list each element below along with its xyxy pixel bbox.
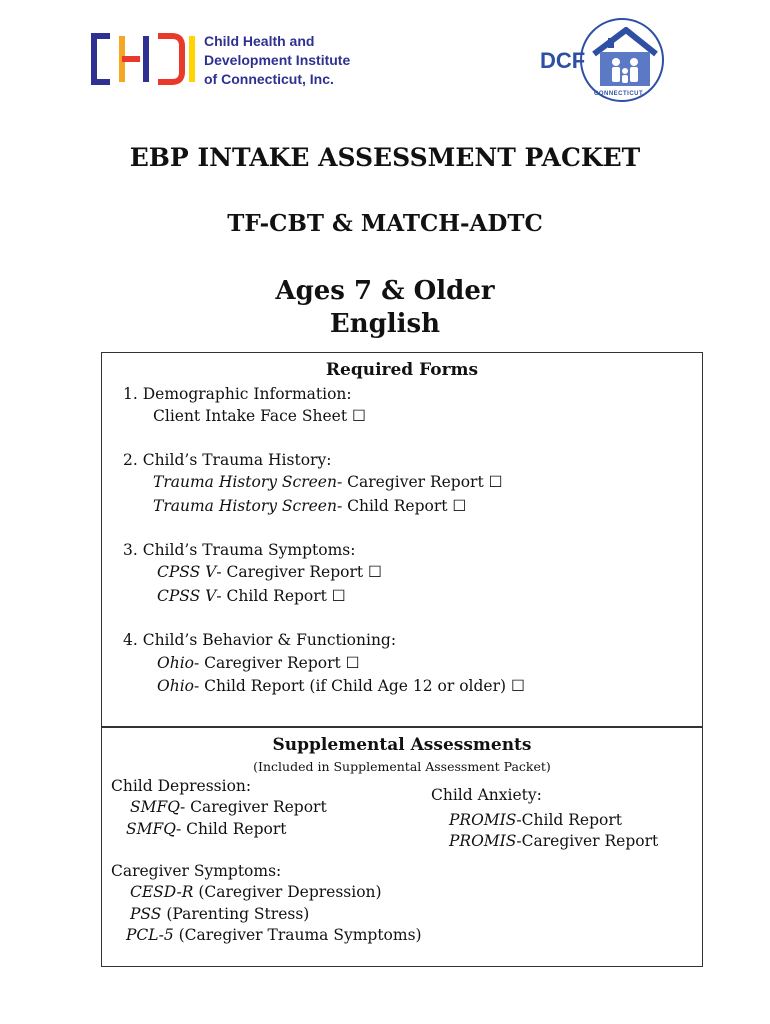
form-pss: PSS (Parenting Stress) (130, 905, 310, 923)
child-depression-label: Child Depression: (111, 777, 252, 795)
chdi-logo (88, 28, 351, 92)
form-cpss-caregiver[interactable]: CPSS V- Caregiver Report ☐ (157, 563, 382, 581)
form-promis-child: PROMIS-Child Report (449, 811, 623, 829)
form-pcl-5: PCL-5 (Caregiver Trauma Symptoms) (126, 926, 422, 944)
required-forms-box (101, 352, 703, 728)
section-demographic-label: 1. Demographic Information: (123, 385, 352, 403)
form-trauma-history-caregiver[interactable]: Trauma History Screen- Caregiver Report ☐ (153, 473, 503, 491)
required-forms-heading: Required Forms (325, 360, 479, 380)
section-trauma-history-label: 2. Child’s Trauma History: (123, 451, 332, 469)
form-ohio-child[interactable]: Ohio- Child Report (if Child Age 12 or older) ☐ (157, 677, 525, 695)
chdi-name-line-3: of Connecticut, Inc. (204, 71, 334, 87)
language-title: English (329, 309, 441, 339)
chdi-logo-mark (88, 32, 198, 86)
form-smfq-caregiver: SMFQ- Caregiver Report (130, 798, 327, 816)
form-promis-caregiver: PROMIS-Caregiver Report (449, 832, 659, 850)
dcf-logo (536, 14, 666, 104)
supplemental-assessments-box (101, 726, 703, 967)
supplemental-heading: Supplemental Assessments (272, 735, 532, 755)
program-title: TF-CBT & MATCH-ADTC (227, 210, 543, 237)
form-trauma-history-child[interactable]: Trauma History Screen- Child Report ☐ (153, 497, 467, 515)
age-title: Ages 7 & Older (275, 276, 495, 306)
form-cesd-r: CESD-R (Caregiver Depression) (130, 883, 382, 901)
form-client-intake-face-sheet[interactable]: Client Intake Face Sheet ☐ (153, 407, 366, 425)
form-cpss-child[interactable]: CPSS V- Child Report ☐ (157, 587, 346, 605)
section-trauma-symptoms-label: 3. Child’s Trauma Symptoms: (123, 541, 356, 559)
section-behavior-label: 4. Child’s Behavior & Functioning: (123, 631, 397, 649)
child-anxiety-label: Child Anxiety: (431, 786, 542, 804)
caregiver-symptoms-label: Caregiver Symptoms: (111, 862, 282, 880)
chdi-name-line-2: Development Institute (204, 52, 351, 68)
form-smfq-child: SMFQ- Child Report (126, 820, 287, 838)
supplemental-subheading: (Included in Supplemental Assessment Packet) (253, 759, 551, 774)
packet-title: EBP INTAKE ASSESSMENT PACKET (129, 143, 641, 172)
chdi-name-line-1: Child Health and (204, 33, 315, 49)
dcf-state: CONNECTICUT (594, 91, 644, 97)
dcf-letters: DCF (540, 48, 586, 73)
form-ohio-caregiver[interactable]: Ohio- Caregiver Report ☐ (157, 654, 360, 672)
